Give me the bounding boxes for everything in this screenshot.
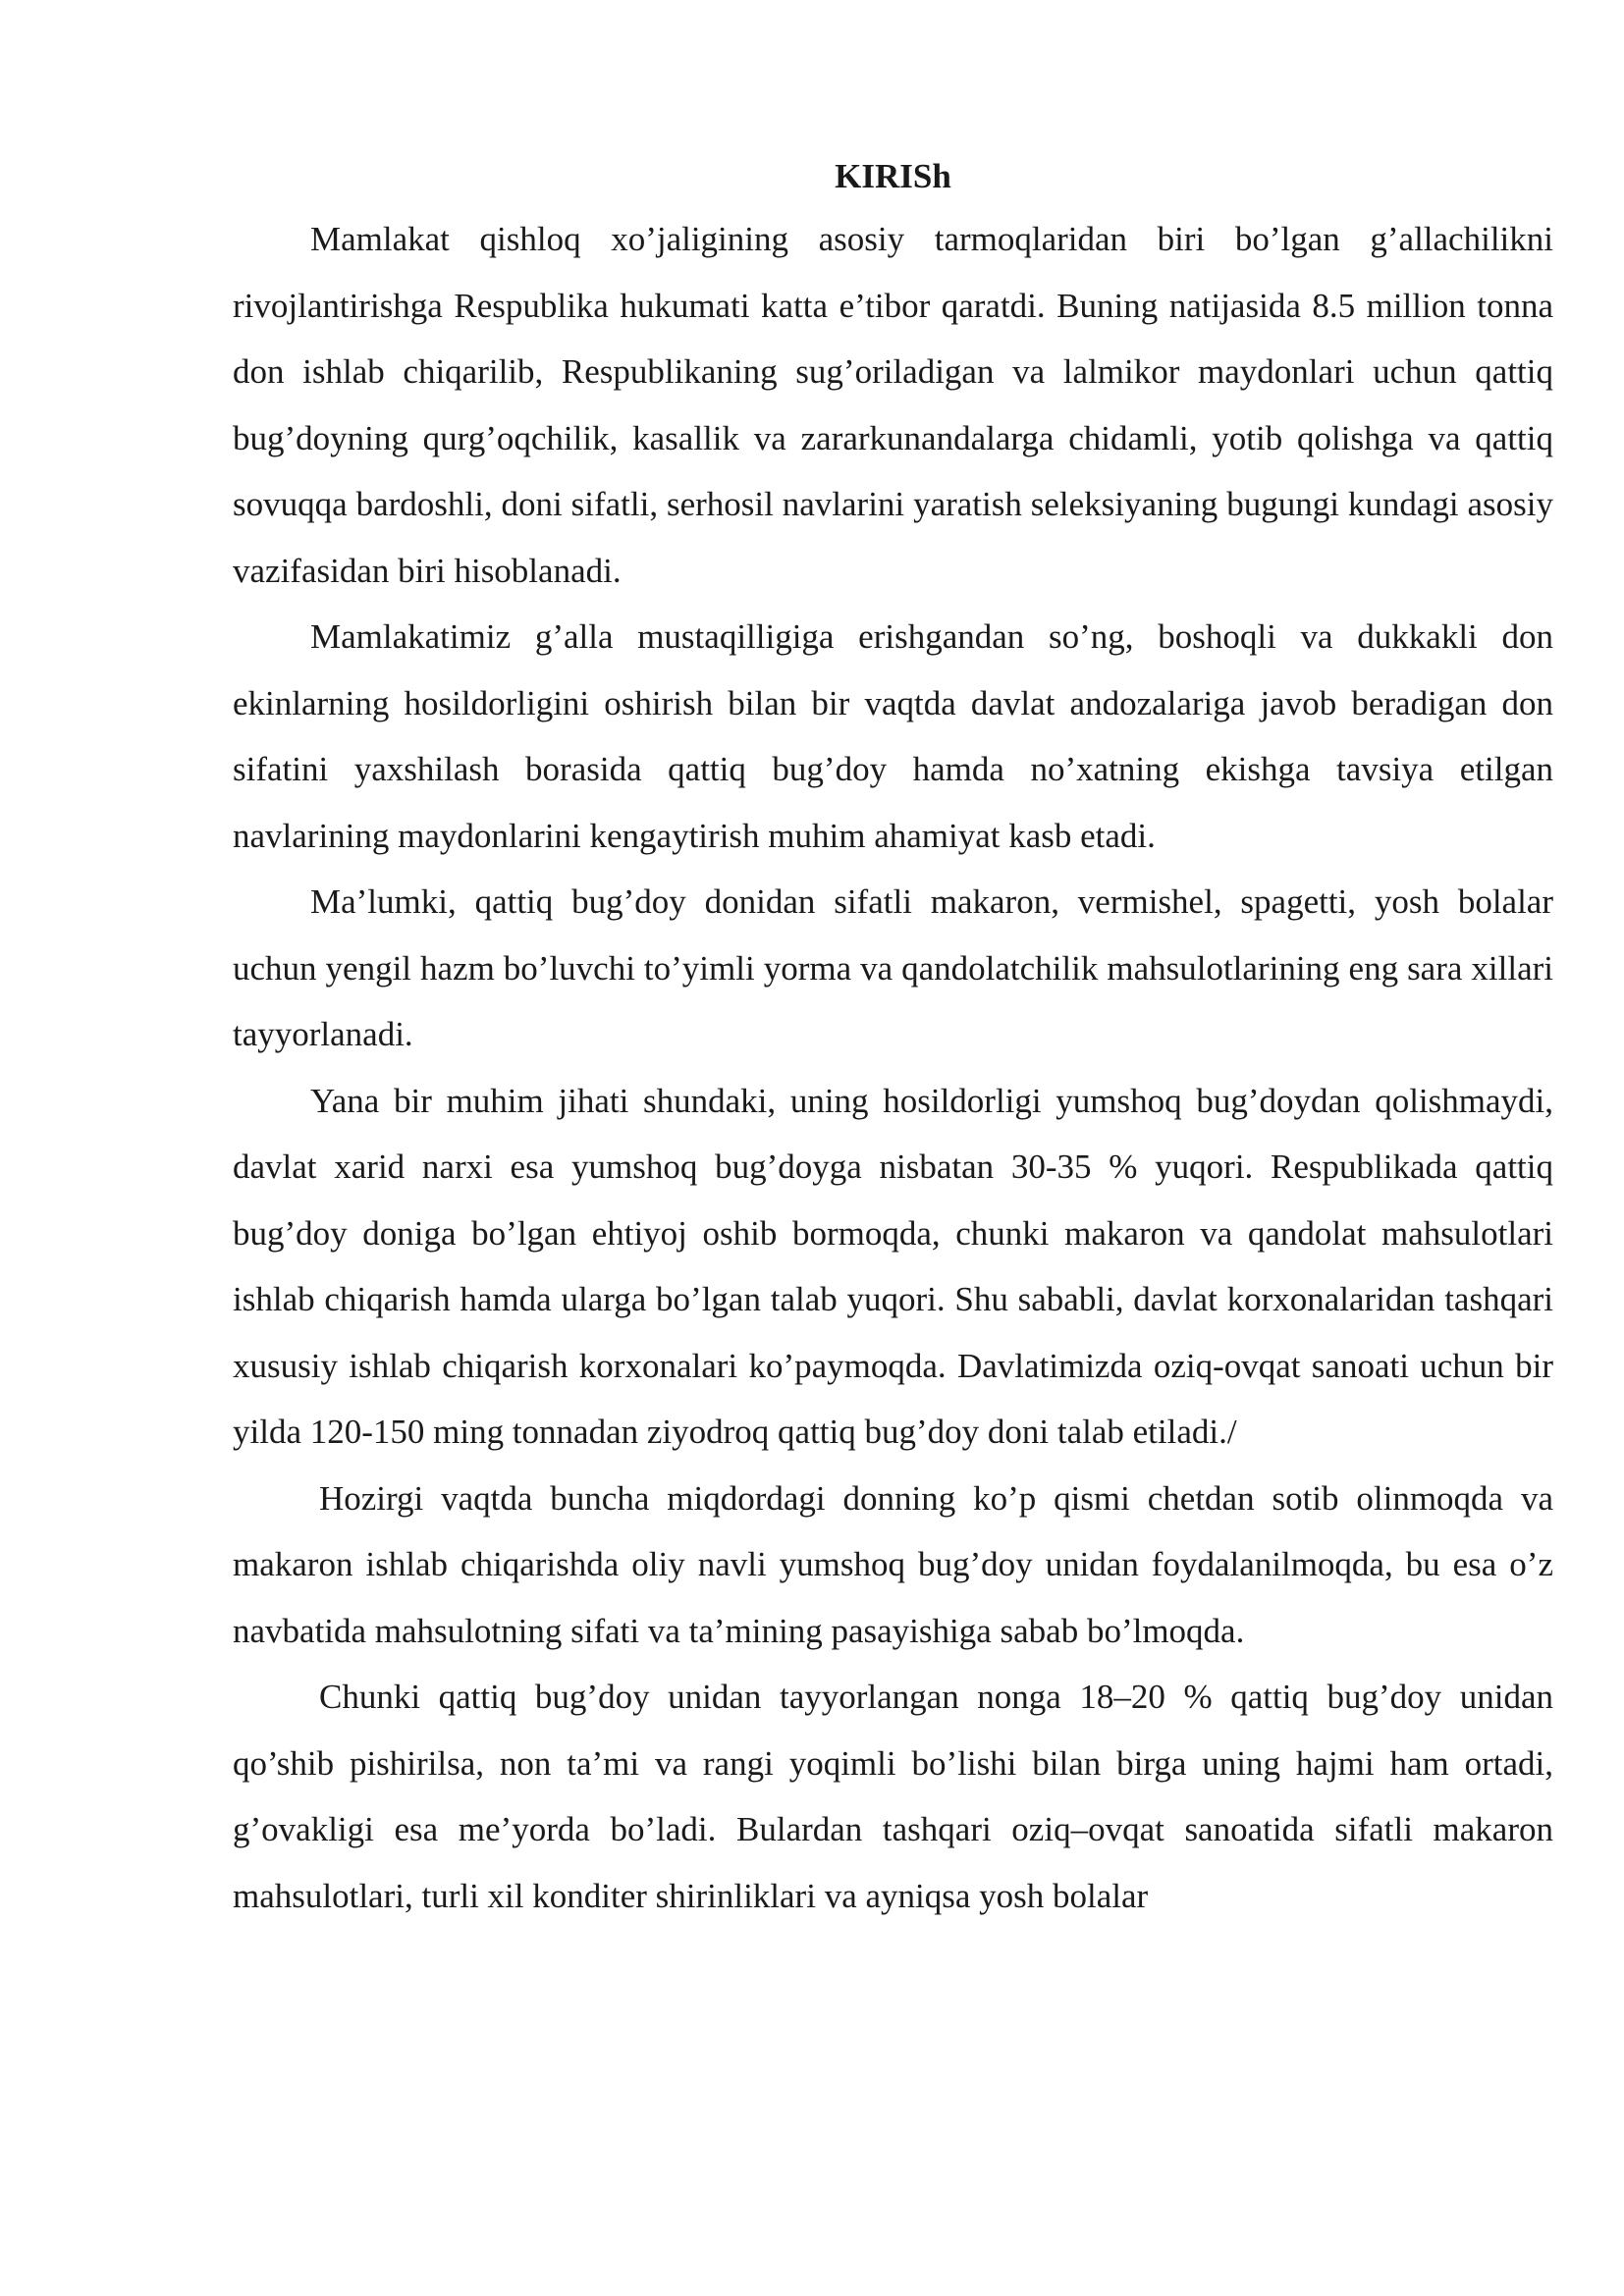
document-body [233,147,1553,1929]
paragraph-4: Yana bir muhim jihati shundaki, uning hosildorligi yumshoq bug’doydan qolishmaydi, davlat xarid narxi esa yumshoq bug’doyga nisbatan 30-35 % yuqori. Respublikada qattiq bug’doy doniga bo’lgan ehtiyoj oshib bormoqda, chunki makaron va qandolat mahsulotlari ishlab chiqarish hamda ularga bo’lgan talab yuqori. Shu sababli, davlat korxonalaridan tashqari xususiy ishlab chiqarish korxonalari ko’paymoqda. Davlatimizda oziq-ovqat sanoati uchun bir yilda 120-150 ming tonnadan ziyodroq qattiq bug’doy doni talab etiladi./ [233,1081,1553,1451]
paragraph-1: Mamlakat qishloq xo’jaligining asosiy tarmoqlaridan biri bo’lgan g’allachilikni rivojlantirishga Respublika hukumati katta e’tibor qaratdi. Buning natijasida 8.5 million tonna don ishlab chiqarilib, Respublikaning sug’oriladigan va lalmikor maydonlari uchun qattiq bug’doyning qurg’oqchilik, kasallik va zararkunandalarga chidamli, yotib qolishga va qattiq sovuqqa bardoshli, doni sifatli, serhosil navlarini yaratish seleksiyaning bugungi kundagi asosiy vazifasidan biri hisoblanadi. [233,220,1553,590]
paragraph-5: Hozirgi vaqtda buncha miqdordagi donning ko’p qismi chetdan sotib olinmoqda va makaron ishlab chiqarishda oliy navli yumshoq bug’doy unidan foydalanilmoqda, bu esa o’z navbatida mahsulotning sifati va ta’mining pasayishiga sabab bo’lmoqda. [233,1478,1553,1650]
paragraph-6: Chunki qattiq bug’doy unidan tayyorlangan nonga 18–20 % qattiq bug’doy unidan qo’shib pishirilsa, non ta’mi va rangi yoqimli bo’lishi bilan birga uning hajmi ham ortadi, g’ovakligi esa me’yorda bo’ladi. Bulardan tashqari oziq–ovqat sanoatida sifatli makaron mahsulotlari, turli xil konditer shirinliklari va ayniqsa yosh bolalar [233,1678,1553,1915]
paragraph-2: Mamlakatimiz g’alla mustaqilligiga erishgandan so’ng, boshoqli va dukkakli don ekinlarning hosildorligini oshirish bilan bir vaqtda davlat andozalariga javob beradigan don sifatini yaxshilash borasida qattiq bug’doy hamda no’xatning ekishga tavsiya etilgan navlarining maydonlarini kengaytirish muhim ahamiyat kasb etadi. [233,617,1553,855]
document-title: KIRISh [835,157,951,195]
paragraph-3: Ma’lumki, qattiq bug’doy donidan sifatli makaron, vermishel, spagetti, yosh bolalar uchun yengil hazm bo’luvchi to’yimli yorma va qandolatchilik mahsulotlarining eng sara xillari tayyorlanadi. [233,882,1553,1053]
